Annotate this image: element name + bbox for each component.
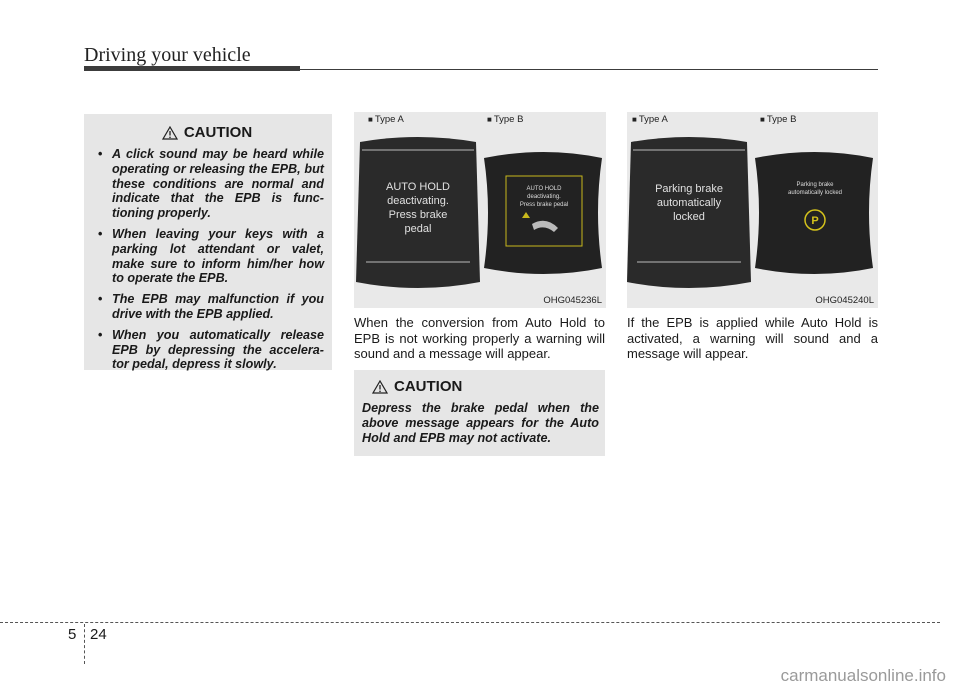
warning-triangle-icon [372,380,388,394]
section-number: 5 [68,626,77,643]
screen-b-line: AUTO HOLD [526,186,562,192]
watermark: carmanualsonline.info [780,666,946,685]
screen-b-line: Press brake pedal [519,202,569,208]
screen-a-line: pedal [404,223,432,235]
footer-rule [0,622,940,623]
square-bullet-icon: ■ [632,115,637,124]
screen-a-line: AUTO HOLD [386,181,450,193]
svg-text:P: P [811,215,819,227]
paragraph-auto-hold-conversion: When the conversion from Auto Hold to EPB is not working properly a warning will sound and a message will appear. [354,315,605,362]
screen-b-line: automatically locked [787,190,843,196]
screen-a-line: automatically [656,197,722,209]
caution-title: CAUTION [394,378,463,395]
figure-parking-brake-locked [627,112,878,308]
footer-divider [84,624,85,664]
square-bullet-icon: ■ [760,115,765,124]
figure-auto-hold-deactivating [354,112,606,308]
figure-type-b-label: ■ Type B [760,114,797,125]
display-type-b [484,132,604,296]
screen-a-line: deactivating. [387,195,449,207]
square-bullet-icon: ■ [487,115,492,124]
screen-a-line: Parking brake [655,183,723,195]
caution-item: • The EPB may malfunction if you drive with the EPB applied. [90,292,324,322]
caution-item: • When you automatically release EPB by depressing the accelera- tor pedal, depress it slowly. [90,328,324,372]
screen-a-line: Press brake [388,209,448,221]
header-rule-thick [84,66,300,71]
screen-a-line: locked [673,211,705,223]
display-type-a [627,132,751,296]
figure-type-b-label: ■ Type B [487,114,524,125]
display-type-a [356,132,480,296]
caution-text: Depress the brake pedal when the above message appears for the Auto Hold and EPB may not activate. [362,401,599,445]
square-bullet-icon: ■ [368,115,373,124]
header-rule-thin [300,69,878,70]
caution-item: • A click sound may be heard while operating or releasing the EPB, but these conditions are normal and indicate that the EPB is func- tioning properly. [90,147,324,221]
screen-b-line: Parking brake [796,182,834,188]
caution-header [90,124,324,141]
page-header-title: Driving your vehicle [84,44,251,66]
caution-item: • When leaving your keys with a parking lot attendant or valet, make sure to inform him/her how to operate the EPB. [90,227,324,286]
warning-triangle-icon [162,126,178,140]
figure-code: OHG045236L [543,295,602,306]
figure-type-a-label: ■ Type A [632,114,668,125]
paragraph-epb-applied: If the EPB is applied while Auto Hold is activated, a warning will sound and a message will appear. [627,315,878,362]
caution-header [362,378,599,395]
caution-title: CAUTION [183,124,253,141]
caution-list [90,147,324,372]
display-type-b [755,132,875,296]
caution-box-left [84,114,332,370]
caution-box-middle [354,370,605,456]
figure-type-a-label: ■ Type A [368,114,404,125]
page-number: 24 [90,626,107,643]
figure-code: OHG045240L [815,295,874,306]
screen-b-line: deactivating. [527,194,561,200]
